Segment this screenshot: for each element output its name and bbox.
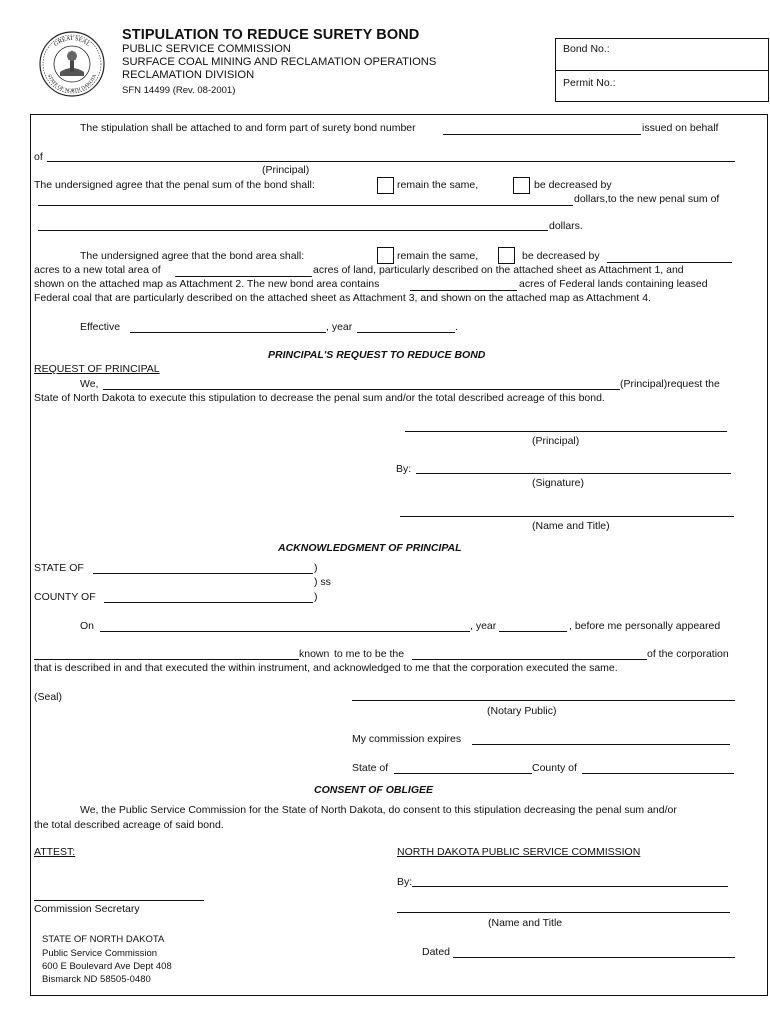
by-label: By:	[396, 463, 412, 475]
known-text: known	[299, 648, 330, 660]
area-remain-checkbox[interactable]	[377, 247, 394, 264]
request-line2: State of North Dakota to execute this stipulation to decrease the penal sum and/or the total described acreage of this bond.	[34, 392, 605, 404]
attachment2-suffix: acres of Federal lands containing leased	[519, 278, 708, 290]
effective-period: .	[455, 321, 458, 333]
bond-permit-box	[555, 38, 769, 102]
permit-no-label: Permit No.:	[563, 77, 616, 89]
notary-caption: (Notary Public)	[487, 705, 557, 717]
ack-year-label: , year	[470, 620, 497, 632]
attachment2-text: shown on the attached map as Attachment 2. The new bond area contains	[34, 278, 380, 290]
area-remain-label: remain the same,	[397, 250, 479, 262]
notary-signature-field[interactable]	[352, 700, 735, 701]
principal-name-title-field[interactable]	[400, 516, 734, 517]
penal-sum-text: The undersigned agree that the penal sum of the bond shall:	[34, 179, 315, 191]
area-decrease-label: be decreased by	[522, 250, 600, 262]
effective-label: Effective	[80, 321, 121, 333]
form-body-frame	[30, 114, 768, 996]
principal-caption: (Principal)	[262, 164, 310, 176]
request-of-principal-subheading: REQUEST OF PRINCIPAL	[34, 363, 160, 375]
penal-remain-checkbox[interactable]	[377, 177, 394, 194]
seal-bottom-text: STATE OF NORTH DAKOTA	[45, 73, 99, 95]
consent-line2: the total described acreage of said bond.	[34, 819, 224, 831]
notary-county-field[interactable]	[582, 773, 734, 774]
seal-label: (Seal)	[34, 691, 63, 703]
principal-signature-field[interactable]	[416, 473, 731, 474]
intro-text: The stipulation shall be attached to and form part of surety bond number	[80, 122, 416, 134]
address-line3: 600 E Boulevard Ave Dept 408	[42, 961, 172, 972]
effective-year-field[interactable]	[357, 332, 455, 333]
bond-no-label: Bond No.:	[563, 43, 610, 55]
dated-label: Dated	[422, 946, 451, 958]
ack-county-field[interactable]	[104, 602, 313, 603]
county-of-label: COUNTY OF	[34, 591, 96, 603]
consent-signature-field[interactable]	[412, 886, 728, 887]
consent-heading: CONSENT OF OBLIGEE	[314, 784, 434, 796]
we-label: We,	[80, 378, 99, 390]
on-label: On	[80, 620, 95, 632]
notary-county-label: County of	[532, 762, 577, 774]
paren-1: )	[314, 562, 318, 574]
state-seal	[38, 30, 106, 98]
name-title-caption: (Name and Title)	[532, 520, 610, 532]
to-me-text: to me to be the	[334, 648, 405, 660]
secretary-caption: Commission Secretary	[34, 903, 140, 915]
consent-name-title-field[interactable]	[397, 912, 730, 913]
penal-decrease-checkbox[interactable]	[513, 177, 530, 194]
area-decrease-field[interactable]	[607, 262, 732, 263]
appeared-person-field[interactable]	[34, 659, 299, 660]
notary-state-label: State of	[352, 762, 389, 774]
described-text: that is described in and that executed the within instrument, and acknowledged to me that the corporation executed the same.	[34, 662, 618, 674]
new-total-acres-field[interactable]	[175, 276, 312, 277]
of-corporation-text: of the corporation	[647, 648, 729, 660]
seal-top-text: GREAT SEAL	[53, 35, 91, 48]
dated-field[interactable]	[453, 957, 735, 958]
principal-sign-name-field[interactable]	[405, 431, 727, 432]
principal-caption-2: (Principal)	[532, 435, 580, 447]
new-penal-sum-field[interactable]	[38, 230, 548, 231]
paren-3: )	[314, 591, 318, 603]
bond-area-text: The undersigned agree that the bond area shall:	[80, 250, 305, 262]
address-line4: Bismarck ND 58505-0480	[42, 974, 151, 985]
penal-decrease-label: be decreased by	[534, 179, 612, 191]
notary-state-field[interactable]	[394, 773, 532, 774]
attachment3-text: Federal coal that are particularly described on the attached sheet as Attachment 3, and shown on the attached map as Attachment 4.	[34, 292, 651, 304]
acres-prefix: acres to a new total area of	[34, 264, 161, 276]
surety-bond-number-field[interactable]	[443, 134, 641, 135]
of-label: of	[34, 151, 43, 163]
acknowledgment-heading: ACKNOWLEDGMENT OF PRINCIPAL	[278, 542, 462, 554]
state-of-label: STATE OF	[34, 562, 84, 574]
commission-expires-label: My commission expires	[352, 733, 462, 745]
address-line2: Public Service Commission	[42, 948, 158, 959]
decrease-amount-field[interactable]	[38, 205, 573, 206]
form-number: SFN 14499 (Rev. 08-2001)	[122, 85, 236, 96]
effective-year-label: , year	[326, 321, 353, 333]
before-me-text: , before me personally appeared	[569, 620, 721, 632]
address-line1: STATE OF NORTH DAKOTA	[42, 934, 165, 945]
commission-expires-field[interactable]	[472, 744, 730, 745]
area-decrease-checkbox[interactable]	[498, 247, 515, 264]
dollars-text: dollars.	[549, 220, 583, 232]
corporate-title-field[interactable]	[412, 659, 647, 660]
penal-remain-label: remain the same,	[397, 179, 479, 191]
federal-acres-field[interactable]	[410, 290, 517, 291]
principal-request-heading: PRINCIPAL'S REQUEST TO REDUCE BOND	[268, 349, 486, 361]
ack-date-field[interactable]	[100, 631, 470, 632]
ss-label: ) ss	[314, 576, 331, 588]
effective-date-field[interactable]	[130, 332, 326, 333]
request-the-text: (Principal)request the	[620, 378, 720, 390]
issued-on-behalf-text: issued on behalf	[642, 122, 719, 134]
consent-by-label: By:	[397, 876, 413, 888]
secretary-signature-field[interactable]	[34, 900, 204, 901]
ack-state-field[interactable]	[93, 573, 313, 574]
svg-text:STATE OF NORTH DAKOTA	[46, 74, 99, 95]
attest-label: ATTEST:	[34, 846, 76, 858]
consent-name-title-caption: (Name and Title	[488, 917, 563, 929]
principal-we-field[interactable]	[103, 389, 620, 390]
ndpsc-label: NORTH DAKOTA PUBLIC SERVICE COMMISSION	[397, 846, 641, 858]
agency-name: PUBLIC SERVICE COMMISSION	[122, 43, 291, 55]
dollars-new-penal-text: dollars,to the new penal sum of	[574, 193, 720, 205]
division-name: RECLAMATION DIVISION	[122, 69, 255, 81]
signature-caption: (Signature)	[532, 477, 584, 489]
program-name: SURFACE COAL MINING AND RECLAMATION OPERATIONS	[122, 56, 437, 68]
form-title: STIPULATION TO REDUCE SURETY BOND	[122, 27, 420, 43]
principal-name-field[interactable]	[47, 161, 735, 162]
ack-year-field[interactable]	[499, 631, 567, 632]
acres-suffix: acres of land, particularly described on the attached sheet as Attachment 1, and	[313, 264, 684, 276]
consent-line1: We, the Public Service Commission for the State of North Dakota, do consent to this stipulation decreasing the penal sum and/or	[80, 804, 677, 816]
